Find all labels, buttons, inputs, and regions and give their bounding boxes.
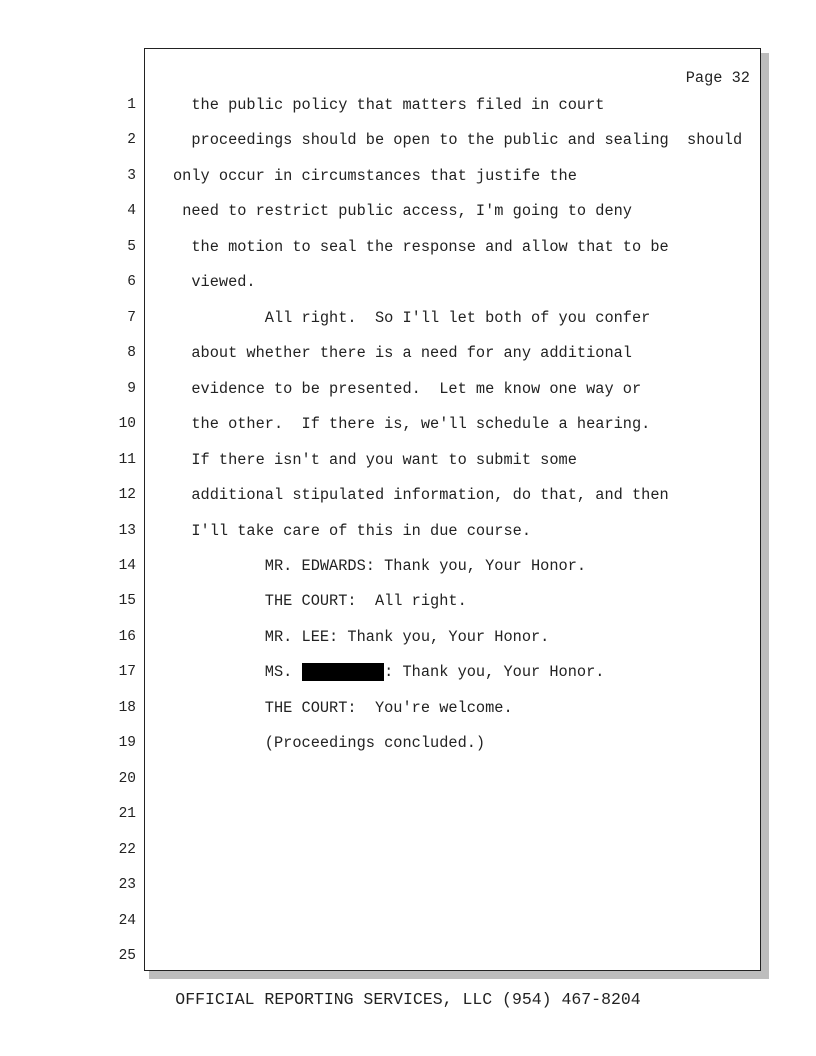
line-text: evidence to be presented. Let me know one way or <box>191 379 642 398</box>
line-number: 21 <box>118 806 136 823</box>
line-text: THE COURT: You're welcome. <box>264 698 513 717</box>
line-number: 18 <box>118 699 136 716</box>
transcript-page <box>144 48 761 971</box>
line-number: 25 <box>118 948 136 965</box>
transcript-line <box>173 96 604 114</box>
transcript-line <box>173 451 577 469</box>
page-number: Page 32 <box>685 69 750 87</box>
line-text: I'll take care of this in due course. <box>191 521 532 540</box>
line-text: the other. If there is, we'll schedule a hearing. <box>191 415 651 434</box>
line-text: If there isn't and you want to submit some <box>191 450 577 469</box>
line-number: 23 <box>118 877 136 894</box>
transcript-line <box>173 486 669 504</box>
transcript-line <box>173 557 586 575</box>
line-text: All right. So I'll let both of you confer <box>264 308 651 327</box>
transcript-line <box>173 309 650 327</box>
transcript-line <box>173 663 604 681</box>
line-number: 19 <box>118 735 136 752</box>
footer: OFFICIAL REPORTING SERVICES, LLC (954) 467-8204 <box>175 990 641 1009</box>
line-text: MS. <box>264 663 302 682</box>
transcript-line <box>173 273 256 291</box>
transcript-line <box>173 167 577 185</box>
line-text: MR. EDWARDS: Thank you, Your Honor. <box>264 556 587 575</box>
line-text: MR. LEE: Thank you, Your Honor. <box>264 627 550 646</box>
redaction-box <box>302 663 385 681</box>
transcript-line <box>173 522 531 540</box>
line-number: 22 <box>118 841 136 858</box>
line-text: (Proceedings concluded.) <box>264 734 486 753</box>
line-number: 12 <box>118 487 136 504</box>
line-text: the public policy that matters filed in court <box>191 96 605 114</box>
line-text: need to restrict public access, I'm going to deny <box>182 202 632 221</box>
line-number: 8 <box>127 345 136 362</box>
line-text: viewed. <box>191 273 256 292</box>
line-number: 9 <box>127 380 136 397</box>
transcript-line <box>173 415 650 433</box>
line-number: 1 <box>127 97 136 113</box>
line-number: 11 <box>118 451 136 468</box>
line-number: 4 <box>127 203 136 220</box>
line-text-after: : Thank you, Your Honor. <box>384 663 605 682</box>
transcript-line <box>173 699 513 717</box>
line-number: 20 <box>118 770 136 787</box>
line-number: 10 <box>118 416 136 433</box>
line-number: 17 <box>118 664 136 681</box>
line-number: 3 <box>127 167 136 184</box>
transcript-line <box>173 592 467 610</box>
line-number: 14 <box>118 557 136 574</box>
line-number: 13 <box>118 522 136 539</box>
line-text: about whether there is a need for any additional <box>191 344 632 363</box>
transcript-line <box>173 380 641 398</box>
transcript-line <box>173 131 742 149</box>
transcript-line <box>173 238 669 256</box>
line-number: 16 <box>118 628 136 645</box>
line-text: proceedings should be open to the public and sealing should <box>191 131 743 150</box>
transcript-line <box>173 734 485 752</box>
transcript-line <box>173 202 632 220</box>
line-number: 24 <box>118 912 136 929</box>
transcript-line <box>173 344 632 362</box>
line-text: the motion to seal the response and allow that to be <box>191 237 669 256</box>
line-text: THE COURT: All right. <box>264 592 467 611</box>
line-number: 2 <box>127 132 136 149</box>
transcript-line <box>173 628 549 646</box>
line-number: 5 <box>127 238 136 255</box>
line-number: 15 <box>118 593 136 610</box>
line-number: 6 <box>127 274 136 291</box>
line-text: additional stipulated information, do that, and then <box>191 486 669 505</box>
line-text: only occur in circumstances that justife the <box>173 166 577 185</box>
line-number: 7 <box>127 309 136 326</box>
